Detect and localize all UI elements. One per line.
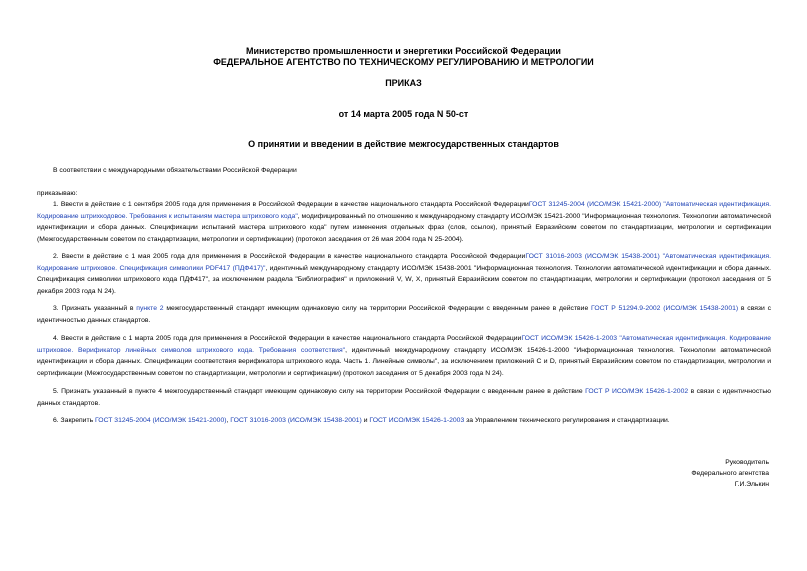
link-gost-31016[interactable]: ГОСТ 31016-2003 (ИСО/МЭК 15438-2001) "Автоматическая идентификация. Кодирование штриховое. Спецификация символики PDF417 (ПДФ417)" <box>37 253 771 272</box>
link-gost-31016-b[interactable]: ГОСТ 31016-2003 (ИСО/МЭК 15438-2001) <box>230 417 362 424</box>
paragraph-6-sep-1: , <box>226 417 231 424</box>
paragraph-3-text-a: 3. Признать указанный в <box>53 305 137 312</box>
link-gost-31245-b[interactable]: ГОСТ 31245-2004 (ИСО/МЭК 15421-2000) <box>95 417 227 424</box>
link-gost-r-iso-15426[interactable]: ГОСТ Р ИСО/МЭК 15426-1-2002 <box>585 388 689 395</box>
paragraph-2 <box>37 251 771 297</box>
paragraph-5-text-a: 5. Признать указанный в пункте 4 межгосударственный стандарт имеющим одинаковую силу на территории Российской Федерации с введенным ранее в действие <box>53 388 586 395</box>
paragraph-6-text-b: за Управлением технического регулирования и стандартизации. <box>464 417 670 424</box>
document-type: ПРИКАЗ <box>385 78 422 88</box>
paragraph-3-text-c: в связи с идентичностью данных стандартов. <box>37 305 771 324</box>
paragraph-1 <box>37 199 771 245</box>
paragraph-4-text-a: 4. Ввести в действие с 1 марта 2005 года для применения в Российской Федерации в качестве национального стандарта Российской Федерации <box>53 335 522 342</box>
intro-paragraph <box>37 165 771 177</box>
link-gost-iso-15426[interactable]: ГОСТ ИСО/МЭК 15426-1-2003 "Автоматическая идентификация. Кодирование штриховое. Верификатор линейных символов штрихового кода. Требования соответствия" <box>37 335 771 354</box>
paragraph-6-text-a: 6. Закрепить <box>53 417 95 424</box>
agency-name: ФЕДЕРАЛЬНОЕ АГЕНТСТВО ПО ТЕХНИЧЕСКОМУ РЕГУЛИРОВАНИЮ И МЕТРОЛОГИИ <box>213 57 594 67</box>
signature-position: Руководитель <box>725 459 769 466</box>
paragraph-1-text-b: , модифицированный по отношению к международному стандарту ИСО/МЭК 15421-2000 "Информационная технология. Технологии автоматической идентификации и сбора данных. Спецификации испытаний мастера штрихового кода" путем изменения отдельных фраз (слов, ссылок), принятый Евразийским советом по стандартизации, метрологии и сертификации (Межгосударственным советом по стандартизации, метрологии и сертификации) (протокол заседания от 26 мая 2004 года N 25-2004). <box>37 212 771 243</box>
document-title: О принятии и введении в действие межгосударственных стандартов <box>248 139 559 149</box>
link-gost-iso-15426-b[interactable]: ГОСТ ИСО/МЭК 15426-1-2003 <box>369 417 465 424</box>
order-text: приказываю: <box>37 190 78 197</box>
paragraph-5-text-b: в связи с идентичностью данных стандартов. <box>37 388 771 407</box>
intro-text: В соответствии с международными обязательствами Российской Федерации <box>53 167 297 174</box>
paragraph-3 <box>37 303 771 326</box>
paragraph-2-text-a: 2. Ввести в действие с 1 мая 2005 года для применения в Российской Федерации в качестве национального стандарта Российской Федерации <box>53 253 526 260</box>
order-word <box>37 188 771 200</box>
link-gost-31245[interactable]: ГОСТ 31245-2004 (ИСО/МЭК 15421-2000) "Автоматическая идентификация. Кодирование штрихкодовое. Требования к испытаниям мастера штрихового кода" <box>37 201 772 220</box>
paragraph-4-text-b: , идентичный международному стандарту ИСО/МЭК 15426-1-2000 "Информационная технология. Технологии автоматической идентификации и сбора данных. Спецификации соответствия верификатора штрихового кода. Часть 1. Линейные символы", за исключением приложений C и D, принятый Евразийским советом по стандартизации, метрологии и сертификации (Межгосударственным советом по стандартизации, метрологии и сертификации) (протокол заседания от 5 декабря 2003 года N 24). <box>37 346 771 377</box>
paragraph-4 <box>37 333 771 379</box>
ministry-name: Министерство промышленности и энергетики Российской Федерации <box>246 46 561 56</box>
paragraph-6-sep-2: и <box>361 417 370 424</box>
link-punkt-2[interactable]: пункте 2 <box>136 305 164 312</box>
paragraph-1-text-a: 1. Ввести в действие с 1 сентября 2005 года для применения в Российской Федерации в качестве национального стандарта Российской Федерации <box>53 201 529 208</box>
paragraph-6 <box>37 415 771 427</box>
paragraph-2-text-b: , идентичный международному стандарту ИСО/МЭК 15438-2001 "Информационная технология. Технологии автоматической идентификации и сбора данных. Спецификация символики штрихового кода ПДФ417", за исключением раздела "Библиография" и приложений V, W, X, принятый Евразийским советом по стандартизации, метрологии и сертификации (протокол заседания от 5 декабря 2003 года N 24). <box>37 264 771 295</box>
signature-name: Г.И.Элькин <box>734 481 769 488</box>
link-gost-r-51294[interactable]: ГОСТ Р 51294.9-2002 (ИСО/МЭК 15438-2001) <box>591 305 739 312</box>
document-date: от 14 марта 2005 года N 50-ст <box>338 109 469 119</box>
paragraph-3-text-b: межгосударственный стандарт имеющим одинаковую силу на территории Российской Федерации с введенным ранее в действие <box>163 305 592 312</box>
signature-agency: Федерального агентства <box>691 470 769 477</box>
paragraph-5 <box>37 386 771 409</box>
